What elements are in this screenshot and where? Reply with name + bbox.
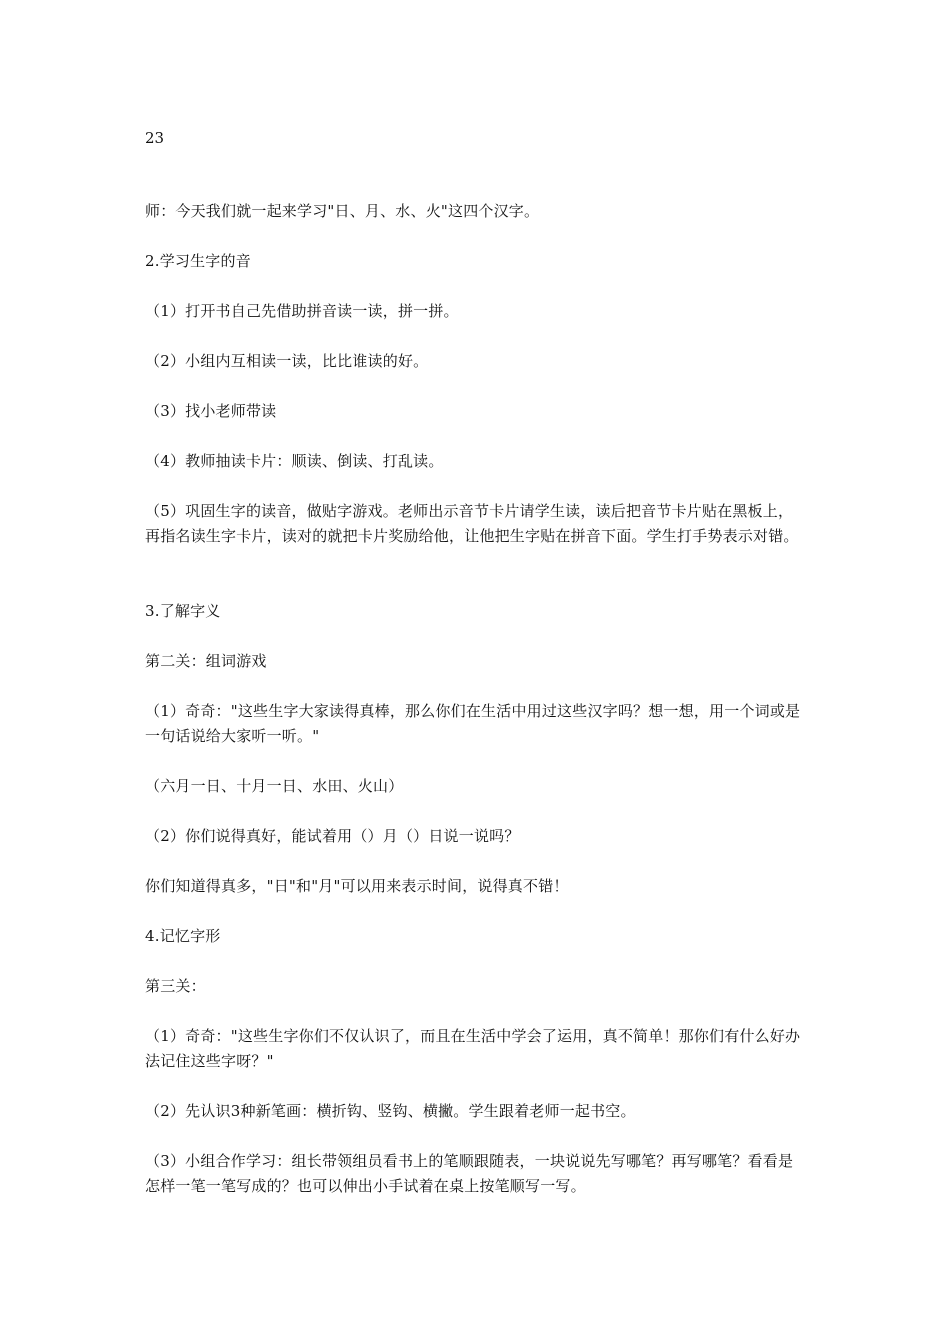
paragraph-qiqi-question-1: （1）奇奇："这些生字大家读得真棒，那么你们在生活中用过这些汉字吗？想一想，用一个词或是一句话说给大家听一听。" — [145, 702, 801, 745]
section-heading-shape: 4.记忆字形 — [145, 927, 221, 945]
paragraph-teacher-intro: 师：今天我们就一起来学习"日、月、水、火"这四个汉字。 — [145, 202, 540, 220]
paragraph-group-study: （3）小组合作学习：组长带领组员看书上的笔顺跟随表，一块说说先写哪笔？再写哪笔？看看是怎样一笔一笔写成的？也可以伸出小手试着在桌上按笔顺写一写。 — [145, 1152, 794, 1195]
paragraph-step-4: （4）教师抽读卡片：顺读、倒读、打乱读。 — [145, 452, 444, 470]
paragraph-level-three: 第三关： — [145, 977, 206, 995]
paragraph-step-2: （2）小组内互相读一读，比比谁读的好。 — [145, 352, 429, 370]
section-heading-meaning: 3.了解字义 — [145, 602, 221, 620]
paragraph-example-words: （六月一日、十月一日、水田、火山） — [145, 777, 404, 795]
section-heading-pronunciation: 2.学习生字的音 — [145, 252, 251, 270]
paragraph-qiqi-question-2: （1）奇奇："这些生字你们不仅认识了，而且在生活中学会了运用，真不简单！那你们有什么好办法记住这些字呀？" — [145, 1027, 801, 1070]
paragraph-new-strokes: （2）先认识3种新笔画：横折钩、竖钩、横撇。学生跟着老师一起书空。 — [145, 1102, 636, 1120]
paragraph-level-two: 第二关：组词游戏 — [145, 652, 267, 670]
paragraph-step-3: （3）找小老师带读 — [145, 402, 277, 420]
paragraph-fill-date: （2）你们说得真好，能试着用（）月（）日说一说吗？ — [145, 827, 520, 845]
paragraph-praise: 你们知道得真多，"日"和"月"可以用来表示时间，说得真不错！ — [145, 877, 569, 895]
page-number: 23 — [145, 129, 165, 147]
paragraph-step-5: （5）巩固生字的读音，做贴字游戏。老师出示音节卡片请学生读，读后把音节卡片贴在黑板上，再指名读生字卡片，读对的就把卡片奖励给他，让他把生字贴在拼音下面。学生打手势表示对错。 — [145, 502, 799, 545]
paragraph-step-1: （1）打开书自己先借助拼音读一读，拼一拼。 — [145, 302, 459, 320]
